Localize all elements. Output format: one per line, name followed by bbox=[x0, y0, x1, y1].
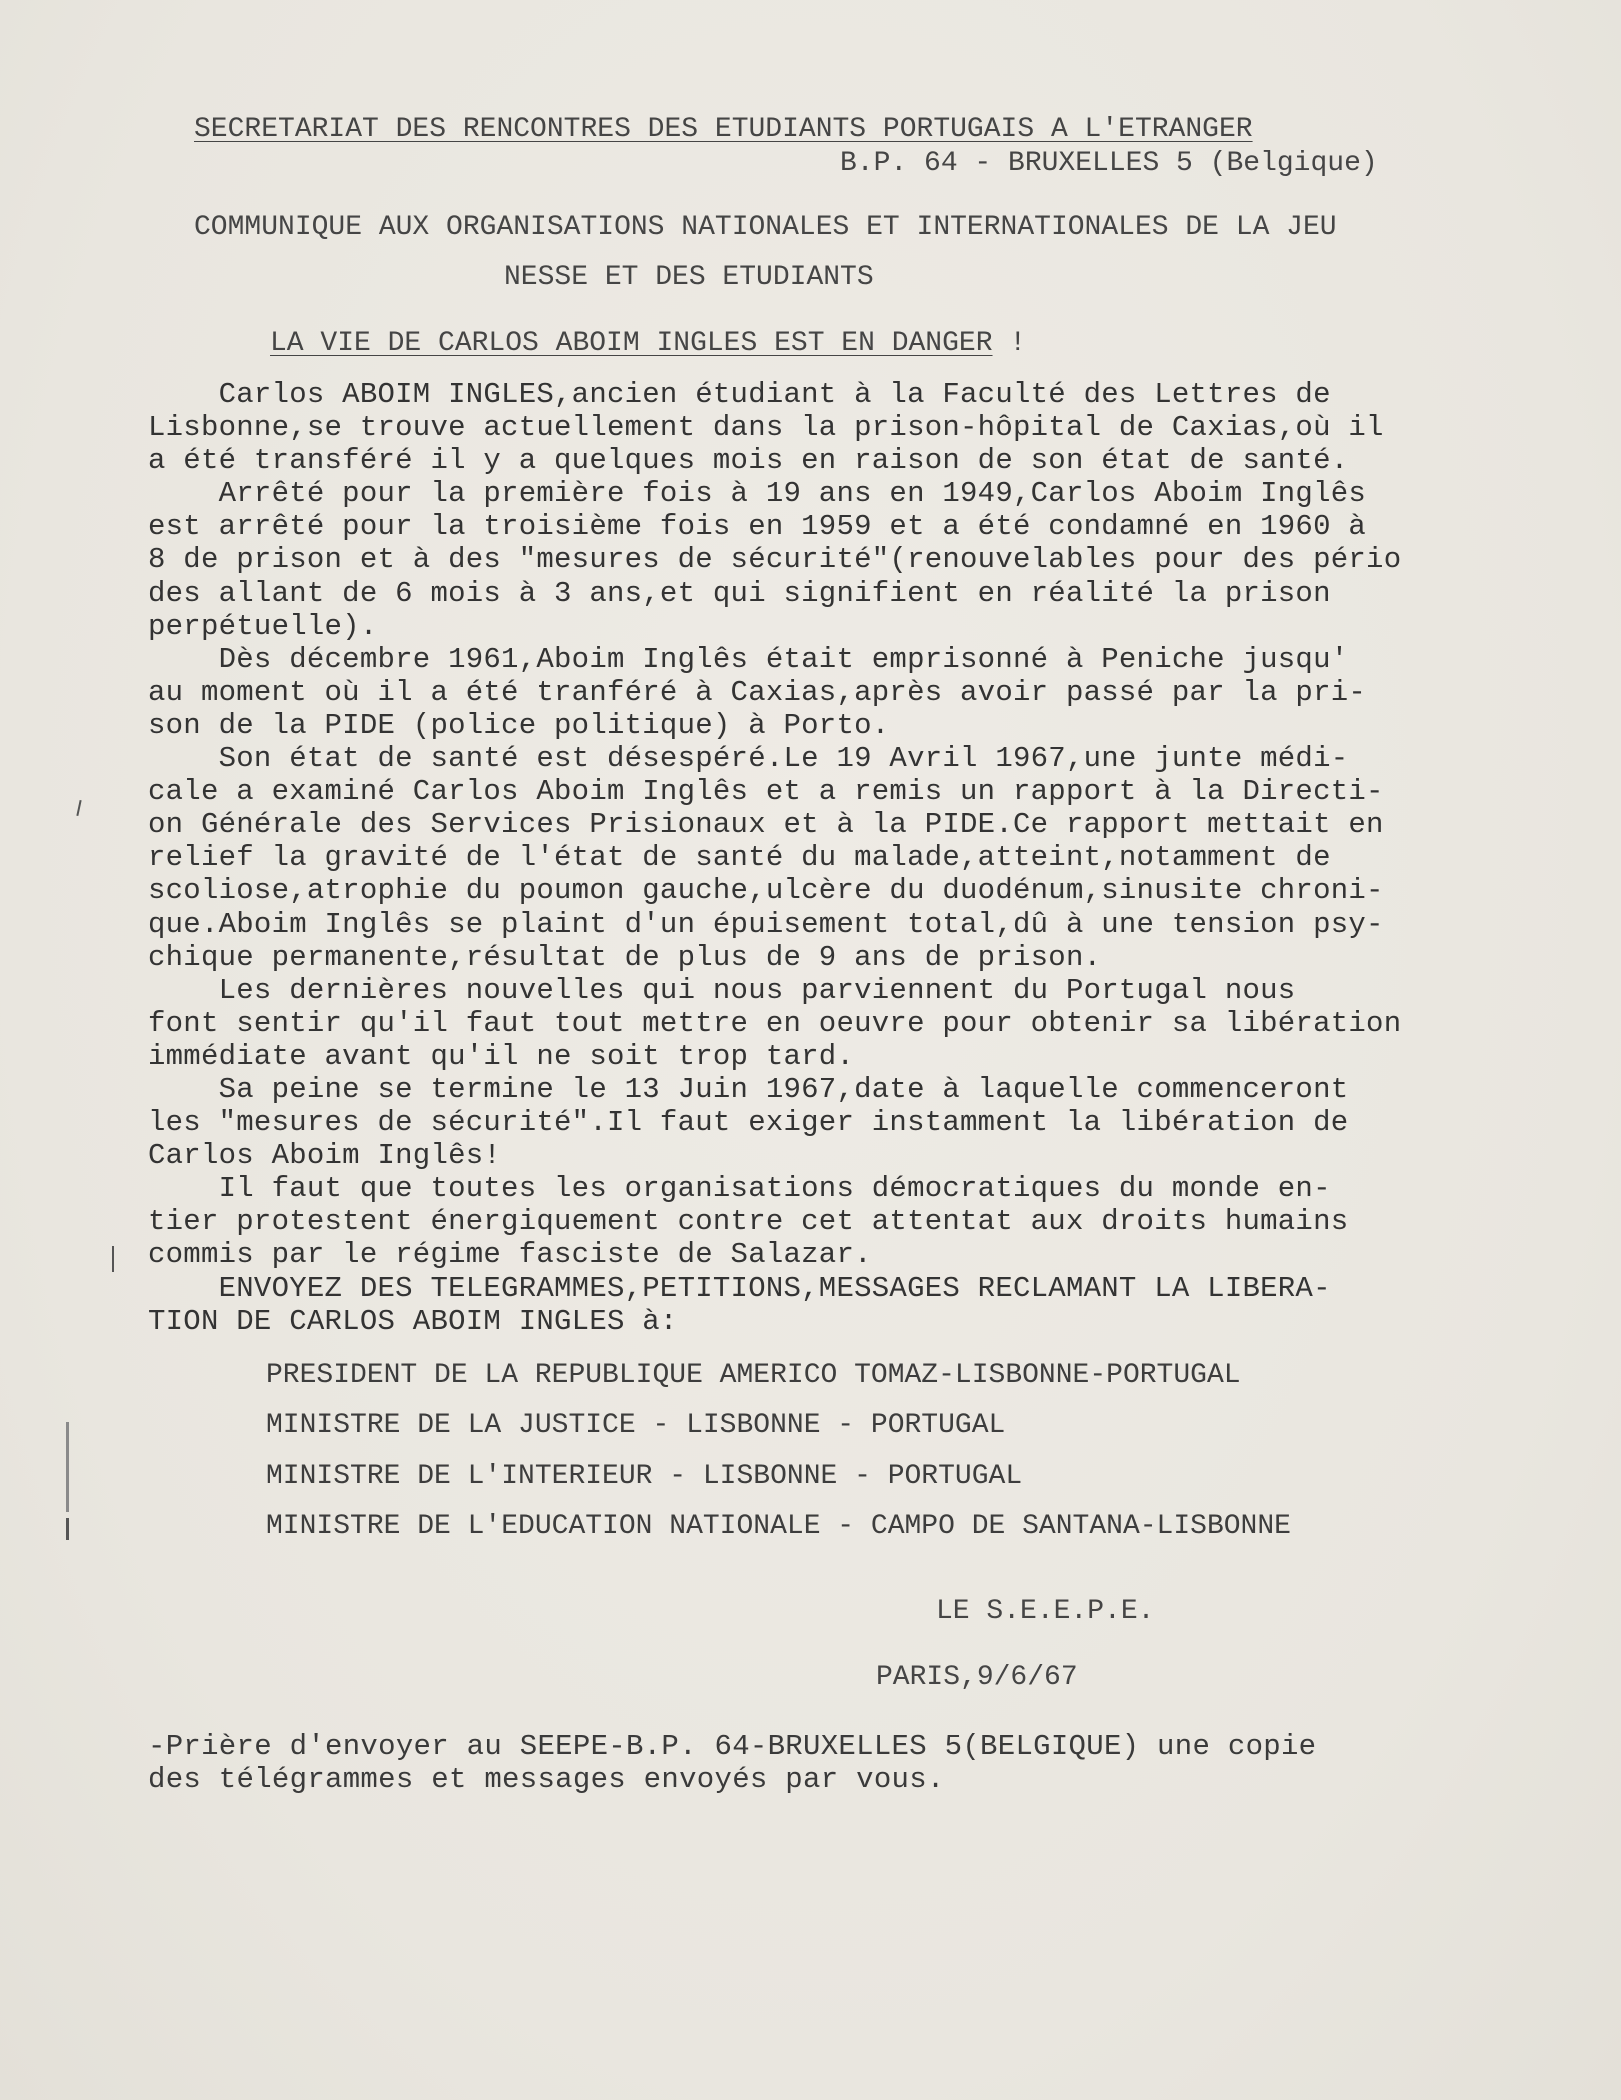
body-line: que.Aboim Inglês se plaint d'un épuisement total,dû à une tension psy- bbox=[148, 907, 1384, 941]
body-line: Son état de santé est désespéré.Le 19 Avril 1967,une junte médi- bbox=[148, 742, 1349, 776]
signature-place-date: PARIS,9/6/67 bbox=[876, 1662, 1078, 1693]
body-line: relief la gravité de l'état de santé du malade,atteint,notamment de bbox=[148, 841, 1331, 875]
body-line: ENVOYEZ DES TELEGRAMMES,PETITIONS,MESSAGES RECLAMANT LA LIBERA- bbox=[148, 1271, 1331, 1305]
margin-mark bbox=[66, 1422, 69, 1512]
recipient-justice: MINISTRE DE LA JUSTICE - LISBONNE - PORTUGAL bbox=[266, 1410, 1006, 1441]
body-line: Carlos Aboim Inglês! bbox=[148, 1139, 502, 1173]
body-line: des allant de 6 mois à 3 ans,et qui signifient en réalité la prison bbox=[148, 576, 1331, 610]
body-line: font sentir qu'il faut tout mettre en oeuvre pour obtenir sa libération bbox=[148, 1006, 1402, 1040]
header-address: B.P. 64 - BRUXELLES 5 (Belgique) bbox=[840, 148, 1378, 179]
body-line: scoliose,atrophie du poumon gauche,ulcère du duodénum,sinusite chroni- bbox=[148, 874, 1384, 908]
body-line: tier protestent énergiquement contre cet attentat aux droits humains bbox=[148, 1205, 1349, 1239]
communique-line-2: NESSE ET DES ETUDIANTS bbox=[504, 262, 874, 293]
body-line: 8 de prison et à des "mesures de sécurité"(renouvelables pour des pério bbox=[148, 543, 1402, 577]
body-line: a été transféré il y a quelques mois en raison de son état de santé. bbox=[148, 444, 1349, 478]
body-line: on Générale des Services Prisionaux et à la PIDE.Ce rapport mettait en bbox=[148, 808, 1384, 842]
margin-mark bbox=[76, 800, 81, 816]
body-line: est arrêté pour la troisième fois en 1959 et a été condamné en 1960 à bbox=[148, 510, 1367, 544]
headline-mark: ! bbox=[992, 328, 1027, 359]
headline bbox=[270, 328, 1026, 360]
body-line: Carlos ABOIM INGLES,ancien étudiant à la Faculté des Lettres de bbox=[148, 378, 1331, 411]
body-line: commis par le régime fasciste de Salazar. bbox=[148, 1238, 872, 1272]
body-line: Les dernières nouvelles qui nous parviennent du Portugal nous bbox=[148, 973, 1296, 1007]
body-line: Il faut que toutes les organisations démocratiques du monde en- bbox=[148, 1172, 1331, 1206]
body-line: immédiate avant qu'il ne soit trop tard. bbox=[148, 1039, 855, 1073]
margin-mark bbox=[112, 1246, 114, 1272]
recipient-education: MINISTRE DE L'EDUCATION NATIONALE - CAMPO DE SANTANA-LISBONNE bbox=[266, 1511, 1291, 1542]
body-line: perpétuelle). bbox=[148, 609, 378, 643]
body-line: Dès décembre 1961,Aboim Inglês était emprisonné à Peniche jusqu' bbox=[148, 642, 1349, 676]
body-line: chique permanente,résultat de plus de 9 ans de prison. bbox=[148, 940, 1102, 974]
body-line: les "mesures de sécurité".Il faut exiger instamment la libération de bbox=[148, 1106, 1349, 1140]
body-line: TION DE CARLOS ABOIM INGLES à: bbox=[148, 1304, 678, 1338]
body-line: Sa peine se termine le 13 Juin 1967,date à laquelle commenceront bbox=[148, 1072, 1349, 1106]
signature-org: LE S.E.E.P.E. bbox=[936, 1596, 1155, 1627]
headline-text: LA VIE DE CARLOS ABOIM INGLES EST EN DANGER bbox=[270, 328, 993, 359]
header-organization: SECRETARIAT DES RENCONTRES DES ETUDIANTS PORTUGAIS A L'ETRANGER bbox=[194, 114, 1253, 145]
body-line: au moment où il a été tranféré à Caxias,après avoir passé par la pri- bbox=[148, 675, 1367, 709]
recipient-interior: MINISTRE DE L'INTERIEUR - LISBONNE - PORTUGAL bbox=[266, 1461, 1023, 1492]
margin-mark bbox=[66, 1518, 69, 1540]
body-line: son de la PIDE (police politique) à Porto. bbox=[148, 708, 890, 742]
footer-line-2: des télégrammes et messages envoyés par vous. bbox=[148, 1763, 945, 1796]
recipient-president: PRESIDENT DE LA REPUBLIQUE AMERICO TOMAZ-LISBONNE-PORTUGAL bbox=[266, 1360, 1241, 1391]
body-line: cale a examiné Carlos Aboim Inglês et a remis un rapport à la Directi- bbox=[148, 775, 1384, 809]
body-line: Lisbonne,se trouve actuellement dans la prison-hôpital de Caxias,où il bbox=[148, 411, 1384, 445]
body-line: Arrêté pour la première fois à 19 ans en 1949,Carlos Aboim Inglês bbox=[148, 477, 1367, 511]
body-text bbox=[148, 378, 1548, 1338]
communique-line-1: COMMUNIQUE AUX ORGANISATIONS NATIONALES ET INTERNATIONALES DE LA JEU bbox=[194, 212, 1337, 243]
footer-line-1: -Prière d'envoyer au SEEPE-B.P. 64-BRUXELLES 5(BELGIQUE) une copie bbox=[148, 1730, 1317, 1763]
